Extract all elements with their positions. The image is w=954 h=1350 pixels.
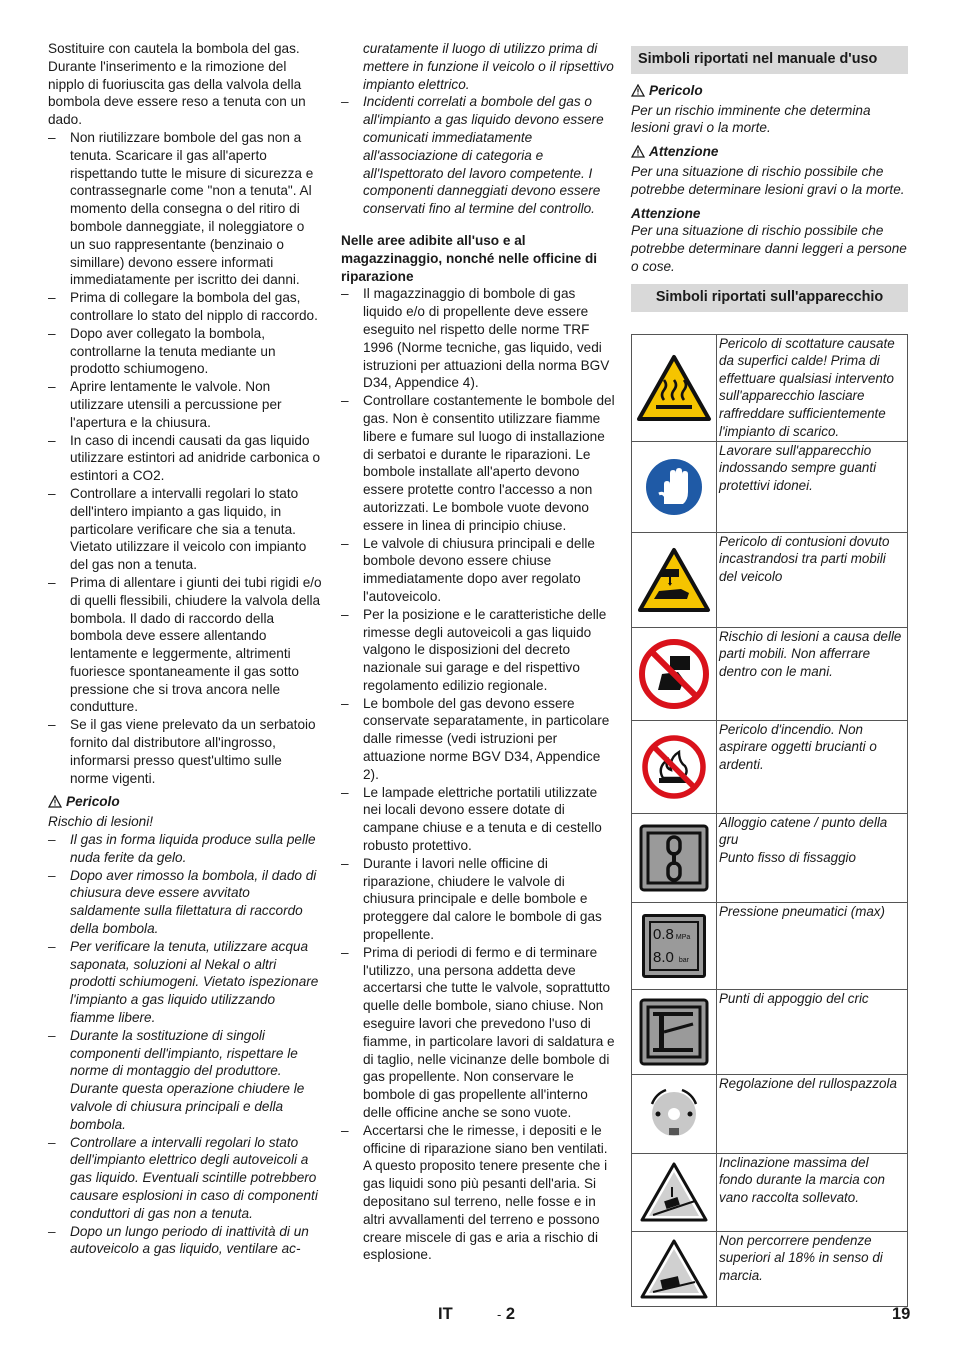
attenzione-text: Per una situazione di rischio possibile che potrebbe determinare lesioni gravi o la morte.: [631, 163, 905, 197]
attenzione-light-heading: Attenzione: [631, 205, 701, 221]
list-item: – Accertarsi che le rimesse, i depositi e le officine di riparazione siano ben ventilati. A questo proposito tenere presente che i gas liquidi sono più pesanti dell'aria. Si depositano sul terreno, nelle fosse e in altri avvallamenti del terreno e possono creare miscele di gas e aria a rischio di esplosione.: [341, 1122, 615, 1264]
list-item: – Prima di collegare la bombola del gas, controllare lo stato del nipplo di raccordo.: [48, 289, 322, 325]
list-item: – Incidenti correlati a bombole del gas o all'impianto a gas liquido devono essere comunicati immediatamente all'associazione di categoria e all'Ispettorato del lavoro competente. I componenti danneggiati devono essere conservati fino al termine del controllo.: [341, 93, 615, 218]
symbol-text: Lavorare sull'apparecchio indossando sempre guanti protettivi idonei.: [717, 441, 908, 532]
footer-section: [497, 1306, 515, 1324]
table-row: [632, 1231, 908, 1306]
list-item: – Aprire lentamente le valvole. Non utilizzare utensili a percussione per l'apertura e la chiusura.: [48, 378, 322, 431]
tyre-pressure-icon: [642, 914, 706, 978]
symbol-text: Pericolo di scottature causate da superfici calde! Prima di effettuare qualsiasi intervento sull'apparecchio lasciare raffreddare sufficientemente l'impianto di scarico.: [717, 334, 908, 441]
storage-heading: Nelle aree adibite all'uso e al magazzinaggio, nonché nelle officine di riparazione: [341, 232, 598, 284]
list-item: – Dopo aver rimosso la bombola, il dado di chiusura deve essere avvitato saldamente sulla filettatura di raccordo della bombola.: [48, 867, 322, 938]
list-item: – Per la posizione e le caratteristiche delle rimesse degli autoveicoli a gas liquido valgono le disposizioni del decreto nazionale sui garage e del rispettivo regolamento edilizio regionale.: [341, 606, 615, 695]
list-item: – Per verificare la tenuta, utilizzare acqua saponata, soluzioni al Nekal o altri prodotti schiumogeni. Vietato ispezionare l'impianto a gas liquido utilizzando fiamme libere.: [48, 938, 322, 1027]
no-reaching-moving-parts-icon: [638, 638, 710, 710]
list-item: – Prima di periodi di fermo e di terminare l'utilizzo, una persona addetta deve accertarsi che tutte le valvole, soprattutto quelle delle bombole, siano chiuse. Non eseguire lavori che prevedono l'uso di fiamme, in particolare lavori di saldatura e di taglio, nelle vicinanze delle bombole di gas propellente. Non conservare le bombole di gas propellente all'interno delle officine anche se sono vuote.: [341, 944, 615, 1122]
symbol-text: Non percorrere pendenze superiori al 18% in senso di marcia.: [717, 1231, 908, 1306]
list-item: – Il magazzinaggio di bombole di gas liquido e/o di propellente deve essere eseguito nel rispetto delle norme TRF 1996 (Norme tecniche, gas liquido, vedi istruzioni per attuazioni della norma BGV D34, Appendice 4).: [341, 285, 615, 392]
warning-triangle-icon: [631, 145, 645, 163]
list-item: – Dopo aver collegato la bombola, controllarne la tenuta mediante un prodotto schiumogeno.: [48, 325, 322, 378]
list-item: – Controllare a intervalli regolari lo stato dell'intero impianto a gas liquido, in particolare verificare che sia a tenuta. Vietato utilizzare il veicolo con impianto del gas non a tenuta.: [48, 485, 322, 574]
symbol-text: Regolazione del rullospazzola: [717, 1074, 908, 1153]
list-item: – In caso di incendi causati da gas liquido utilizzare estintori ad anidride carbonica o estintori a CO2.: [48, 432, 322, 485]
table-row: [632, 1153, 908, 1231]
device-symbols-table: [631, 334, 908, 1307]
table-row: [632, 532, 908, 627]
wear-gloves-icon: [645, 458, 703, 516]
danger-heading: [48, 793, 322, 813]
pressure-mpa-unit: MPa: [675, 933, 691, 941]
danger-subtitle: Rischio di lesioni!: [48, 814, 154, 830]
list-item: – Le lampade elettriche portatili utilizzate nei locali devono essere dotate di campane chiuse e a tenuta e di cestello robusto protettivo.: [341, 784, 615, 855]
symbol-text-secondary: Punto fisso di fissaggio: [719, 849, 856, 865]
danger-list: [48, 831, 322, 1258]
table-row: [632, 813, 908, 902]
roller-adjust-icon: [642, 1082, 706, 1146]
list-item: – Le bombole del gas devono essere conservate separatamente, in particolare dalle rimesse (vedi istruzioni per attuazione norme BGV D34, Appendice 2).: [341, 695, 615, 784]
continued-list: [341, 93, 615, 218]
attenzione-light-text: Per una situazione di rischio possibile che potrebbe determinare danni leggeri a persone o cose.: [631, 223, 907, 274]
pressure-bar-value: 8.0: [653, 948, 674, 966]
storage-list: [341, 285, 615, 1264]
jack-point-icon: [639, 998, 709, 1066]
manual-symbols-heading: Simboli riportati nel manuale d'uso: [631, 46, 908, 74]
hot-surface-warning-icon: [636, 354, 712, 422]
pericolo-heading: [631, 82, 908, 102]
pressure-bar-unit: bar: [678, 956, 689, 964]
list-item: – Se il gas viene prelevato da un serbatoio fornito dal distributore all'ingrosso, informarsi presso quest'ultimo sulle norme vigenti.: [48, 716, 322, 787]
list-item: – Controllare a intervalli regolari lo stato dell'impianto elettrico degli autoveicoli a gas liquido. Eventuali scintille potrebbero causare esplosioni in caso di componenti conduttori di gas non a tenuta.: [48, 1134, 322, 1223]
symbol-text: Pressione pneumatici (max): [717, 902, 908, 989]
slope-18-icon: [639, 1238, 709, 1300]
chain-anchor-icon: [639, 824, 709, 892]
list-item: – Dopo un lungo periodo di inattività di un autoveicolo a gas liquido, ventilare ac-: [48, 1223, 322, 1259]
warning-triangle-icon: [631, 84, 645, 102]
list-item: – Durante i lavori nelle officine di riparazione, chiudere le valvole di chiusura principale e delle bombole e proteggere dal calore le bombole di gas propellente.: [341, 855, 615, 944]
warning-triangle-icon: [48, 795, 62, 813]
danger-title: Pericolo: [66, 794, 120, 810]
list-item: – Controllare costantemente le bombole del gas. Non è consentito utilizzare fiamme libere e fumare sul luogo di installazione di serbatoi e durante le riparazioni. Le bombole installate all'aperto devono essere protette contro l'accesso a non autorizzati. Le bombole vuote devono essere in linea di principio chiuse.: [341, 392, 615, 534]
table-row: [632, 441, 908, 532]
list-item: – Le valvole di chiusura principali e delle bombole devono essere chiuse immediatamente dopo aver regolato l'autoveicolo.: [341, 535, 615, 606]
list-item: – Durante la sostituzione di singoli componenti dell'impianto, rispettare le norme di montaggio del produttore. Durante questa operazione chiudere le valvole di chiusura principali e della bombola.: [48, 1027, 322, 1134]
table-row: [632, 902, 908, 989]
symbol-text: Pericolo di contusioni dovuto incastrandosi tra parti mobili del veicolo: [717, 532, 908, 627]
attenzione-heading: [631, 143, 908, 163]
footer-section-dash: -: [497, 1307, 502, 1322]
column-3: [631, 40, 908, 1307]
list-item: – Non riutilizzare bombole del gas non a tenuta. Scaricare il gas all'aperto rispettando tutte le misure di sicurezza e contrassegnarle come "non a tenuta". Al momento della consegna o del ritiro di bombole danneggiate, il noleggiatore o un suo rappresentante (benzinaio o simillare) devono essere informati immediatamente per iscritto dei danni.: [48, 129, 322, 289]
device-symbols-heading: Simboli riportati sull'apparecchio: [631, 284, 908, 312]
intro-paragraph: Sostituire con cautela la bombola del gas. Durante l'inserimento e la rimozione del nipplo di fuoriuscita gas della valvola della bombola deve essere reso a tenuta con un dado.: [48, 41, 306, 128]
list-item: – Il gas in forma liquida produce sulla pelle nuda ferite da gelo.: [48, 831, 322, 867]
table-row: [632, 1074, 908, 1153]
attenzione-title: Attenzione: [649, 144, 719, 160]
continued-text: curatamente il luogo di utilizzo prima di mettere in funzione il veicolo o il ripsettivo impianto elettrico.: [363, 41, 614, 92]
footer-section-number: 2: [501, 1305, 516, 1323]
pericolo-text: Per un rischio imminente che determina lesioni gravi o la morte.: [631, 102, 871, 136]
hand-crush-warning-icon: [637, 547, 711, 613]
symbol-text: Rischio di lesioni a causa delle parti mobili. Non afferrare dentro con le mani.: [717, 627, 908, 720]
pericolo-title: Pericolo: [649, 82, 703, 98]
page-number: 19: [892, 1305, 911, 1323]
table-row: [632, 720, 908, 813]
table-row: [632, 627, 908, 720]
symbol-text: Inclinazione massima del fondo durante la marcia con vano raccolta sollevato.: [717, 1153, 908, 1231]
footer-language: IT: [438, 1305, 453, 1323]
column-2: [341, 40, 615, 1264]
list-item: – Prima di allentare i giunti dei tubi rigidi e/o di quelli flessibili, chiudere la valvola della bombola. Il dado di raccordo della bombola deve essere allentando lentamente e leggermente, altrimenti fuoriesce spontaneamente il gas sotto pressione che si trova ancora nelle condutture.: [48, 574, 322, 716]
table-row: [632, 989, 908, 1074]
symbol-text: Pericolo d'incendio. Non aspirare oggetti brucianti o ardenti.: [717, 720, 908, 813]
column-1: [48, 40, 322, 1258]
gas-bottle-list: [48, 129, 322, 787]
symbol-text: Punti di appoggio del cric: [717, 989, 908, 1074]
table-row: [632, 334, 908, 441]
max-incline-icon: [639, 1161, 709, 1223]
no-burning-objects-icon: [641, 734, 707, 800]
symbol-text: Alloggio catene / punto della gru: [719, 814, 888, 848]
pressure-mpa-value: 0.8: [653, 925, 674, 943]
